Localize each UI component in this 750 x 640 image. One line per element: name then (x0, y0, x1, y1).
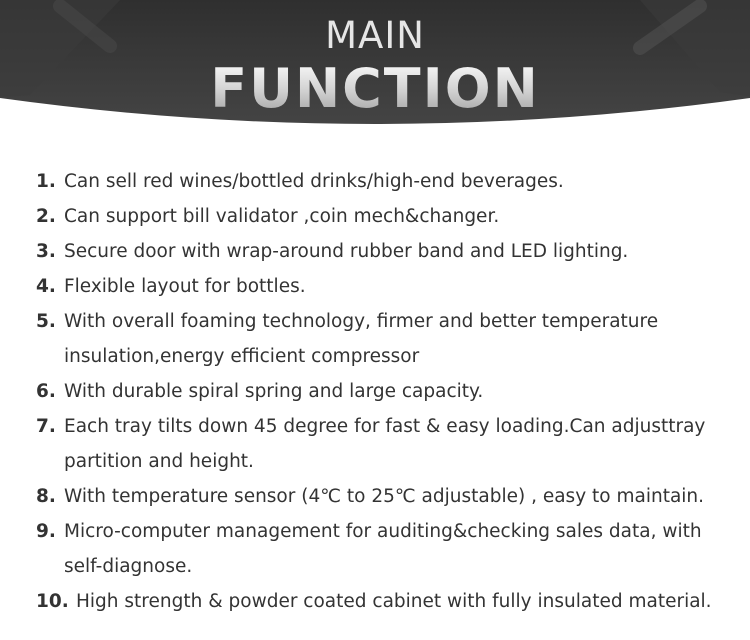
header-banner (0, 0, 750, 140)
feature-item (36, 409, 736, 479)
feature-text: Each tray tilts down 45 degree for fast & easy loading.Can adjusttray partition and height. (64, 416, 706, 472)
feature-item (36, 584, 736, 619)
feature-number: 3. (36, 241, 56, 262)
feature-text: Flexible layout for bottles. (64, 276, 306, 297)
feature-number: 5. (36, 311, 56, 332)
feature-text: Micro-computer management for auditing&checking sales data, with self-diagnose. (64, 521, 702, 577)
feature-text: Can support bill validator ,coin mech&changer. (64, 206, 500, 227)
feature-number: 1. (36, 171, 56, 192)
feature-text: With durable spiral spring and large capacity. (64, 381, 484, 402)
feature-text: With overall foaming technology, firmer and better temperature insulation,energy efficient compressor (64, 311, 659, 367)
feature-item (36, 479, 736, 514)
feature-text: Can sell red wines/bottled drinks/high-end beverages. (64, 171, 564, 192)
feature-text: High strength & powder coated cabinet with fully insulated material. (76, 591, 712, 612)
feature-number: 4. (36, 276, 56, 297)
feature-number: 6. (36, 381, 56, 402)
feature-text: With temperature sensor (4℃ to 25℃ adjustable) , easy to maintain. (64, 486, 705, 507)
header-title-big: FUNCTION (0, 58, 750, 120)
feature-number: 7. (36, 416, 56, 437)
header-title-small: MAIN (325, 14, 425, 57)
feature-item (36, 304, 736, 374)
feature-number: 2. (36, 206, 56, 227)
feature-number: 9. (36, 521, 56, 542)
feature-item (36, 234, 736, 269)
feature-text: Secure door with wrap-around rubber band and LED lighting. (64, 241, 629, 262)
feature-item (36, 164, 736, 199)
feature-item (36, 514, 736, 584)
feature-item (36, 269, 736, 304)
feature-item (36, 199, 736, 234)
feature-item (36, 374, 736, 409)
feature-number: 10. (36, 591, 69, 612)
feature-list (36, 164, 736, 619)
feature-number: 8. (36, 486, 56, 507)
